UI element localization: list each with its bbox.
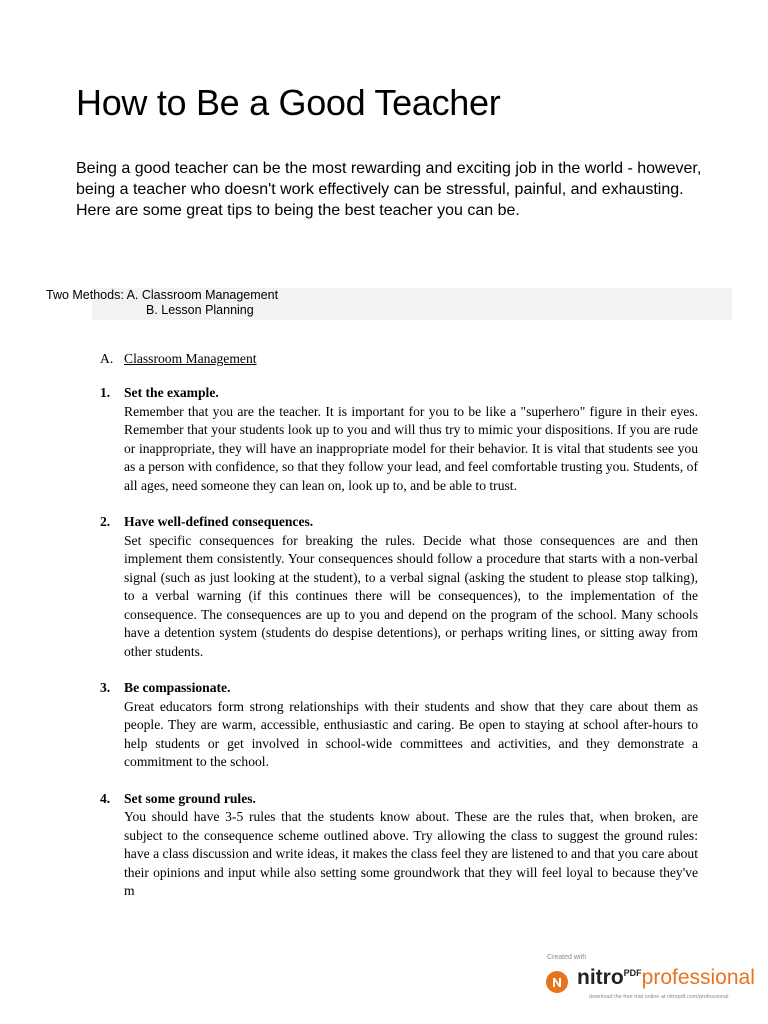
brand-sup: PDF	[623, 968, 642, 978]
tip-title: Set the example.	[124, 385, 219, 400]
tip-number: 2.	[100, 514, 111, 529]
list-item	[100, 679, 698, 772]
tip-number: 4.	[100, 790, 111, 806]
created-with-label: Created with	[547, 954, 587, 961]
tip-body: Remember that you are the teacher. It is important for you to be like a "superhero" figure in their eyes. Remember that your students look up to you and will thus try to mimic your dispositions. If you are rude or inappropriate, they will have an inappropriate model for their behavior. It is vital that students see you as a person with confidence, so that they follow your lead, and feel comfortable trusting you. Students, of all ages, need someone they can lean on, look up to, and be able to trust.	[124, 403, 698, 493]
tip-body: You should have 3-5 rules that the students know about. These are the rules that, when broken, are subject to the consequence scheme outlined above. Try allowing the class to suggest the ground rules: have a class discussion and write ideas, it makes the class feel they are listened to and that you care about their opinions and input while also setting some groundwork that they will feel loyal to because they've m	[124, 809, 698, 898]
nitro-logo-icon	[545, 970, 569, 994]
list-item	[100, 384, 698, 495]
tip-body: Great educators form strong relationships with their students and show that they care about them as people. They are warm, accessible, enthusiastic and caring. Be open to staying at school after-hours to help students or get involved in school-wide committees and activities, and they demonstrate a commitment to the school.	[124, 698, 698, 769]
tip-number: 1.	[100, 385, 111, 400]
main-content	[100, 350, 698, 919]
tip-title: Set some ground rules.	[124, 790, 256, 806]
brand-name: nitro$^{PDF}$professional	[577, 966, 755, 989]
methods-line-2: B. Lesson Planning	[146, 303, 254, 317]
tip-title: Be compassionate.	[124, 680, 231, 695]
list-item	[100, 790, 698, 901]
list-item	[100, 513, 698, 661]
tips-list	[100, 384, 698, 901]
page-title: How to Be a Good Teacher	[76, 82, 501, 123]
section-label: Classroom Management	[124, 351, 257, 366]
tip-body: Set specific consequences for breaking the rules. Decide what those consequences are and then implement them consistently. Your consequences should follow a procedure that starts with a non-verbal signal (such as just looking at the student), to a verbal signal (asking the student to please stop talking), to a verbal warning (if this continues there will be consequences), to the implementation of the consequence. The consequences are up to you and depend on the program of the school. Many schools have a detention system (students do despise detentions), or perhaps writing lines, or sitting away from other students.	[124, 532, 698, 659]
brand-edition: professional	[641, 966, 755, 989]
intro-paragraph: Being a good teacher can be the most rewarding and exciting job in the world - however, being a teacher who doesn't work effectively can be stressful, painful, and exhausting. Here are some great tips to being the best teacher you can be.	[76, 160, 702, 219]
tip-title: Have well-defined consequences.	[124, 514, 314, 529]
section-letter: A.	[100, 351, 114, 366]
methods-box	[46, 288, 732, 320]
tip-number: 3.	[100, 680, 111, 695]
methods-line-1: Two Methods: A. Classroom Management	[46, 288, 279, 302]
section-heading	[100, 350, 698, 368]
nitro-badge[interactable]	[545, 954, 765, 1006]
badge-tagline: download the free trial online at nitropdf.com/professional	[589, 994, 729, 1000]
